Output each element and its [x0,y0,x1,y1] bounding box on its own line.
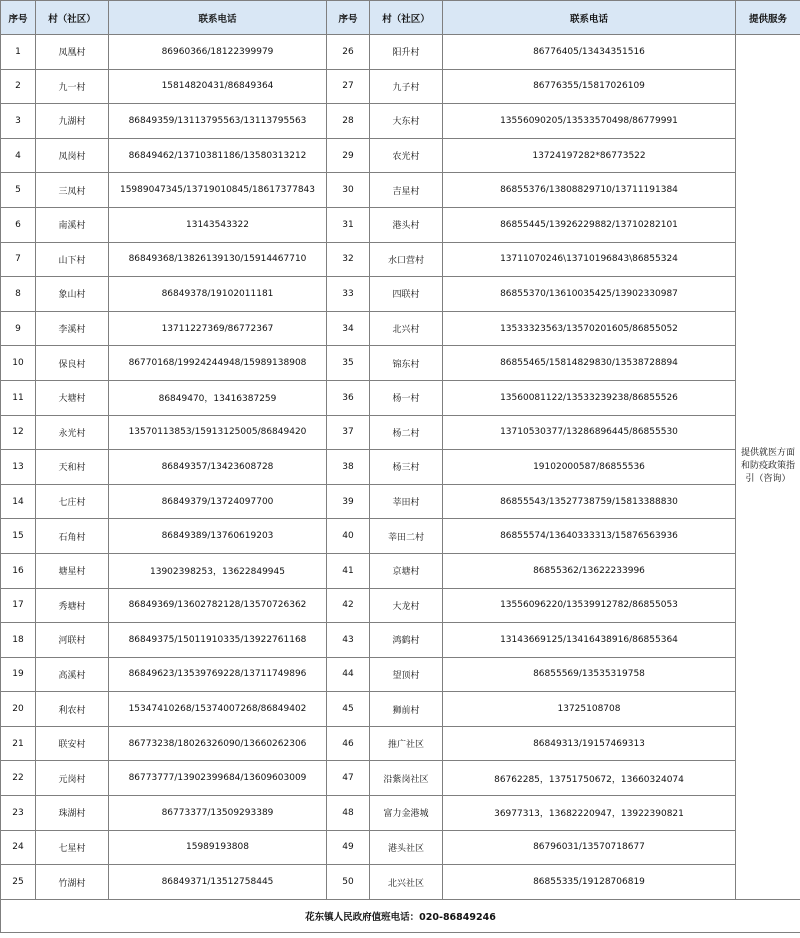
row-number: 13 [1,450,36,485]
row-number: 7 [1,242,36,277]
table-row [1,484,800,519]
table-row [1,104,800,139]
phone-numbers: 86849357/13423608728 [109,450,327,485]
village-name: 锦东村 [370,346,443,381]
village-name: 利农村 [36,692,109,727]
phone-numbers: 13556090205/13533570498/86779991 [443,104,736,139]
phone-numbers: 15347410268/15374007268/86849402 [109,692,327,727]
village-name: 吉星村 [370,173,443,208]
row-number: 9 [1,311,36,346]
row-number: 45 [327,692,370,727]
phone-numbers: 86849375/15011910335/13922761168 [109,623,327,658]
village-name: 狮前村 [370,692,443,727]
village-name: 保良村 [36,346,109,381]
village-name: 联安村 [36,726,109,761]
village-name: 七庄村 [36,484,109,519]
phone-numbers: 15989047345/13719010845/18617377843 [109,173,327,208]
village-name: 七星村 [36,830,109,865]
phone-numbers: 86849369/13602782128/13570726362 [109,588,327,623]
table-row [1,69,800,104]
village-name: 大东村 [370,104,443,139]
table-row [1,35,800,70]
row-number: 16 [1,553,36,588]
phone-numbers: 86849389/13760619203 [109,519,327,554]
phone-numbers: 13724197282*86773522 [443,138,736,173]
phone-numbers: 86773238/18026326090/13660262306 [109,726,327,761]
village-name: 杨三村 [370,450,443,485]
phone-numbers: 86855543/13527738759/15813388830 [443,484,736,519]
table-row [1,553,800,588]
row-number: 36 [327,380,370,415]
table-row [1,380,800,415]
row-number: 4 [1,138,36,173]
village-name: 北兴村 [370,311,443,346]
row-number: 42 [327,588,370,623]
village-name: 高溪村 [36,657,109,692]
row-number: 43 [327,623,370,658]
phone-numbers: 86849623/13539769228/13711749896 [109,657,327,692]
row-number: 28 [327,104,370,139]
phone-numbers: 86776405/13434351516 [443,35,736,70]
village-name: 四联村 [370,277,443,312]
village-name: 杨一村 [370,380,443,415]
phone-numbers: 86855335/19128706819 [443,865,736,900]
village-name: 秀塘村 [36,588,109,623]
village-name: 石角村 [36,519,109,554]
village-name: 天和村 [36,450,109,485]
phone-numbers: 86773777/13902399684/13609603009 [109,761,327,796]
village-name: 元岗村 [36,761,109,796]
row-number: 10 [1,346,36,381]
phone-numbers: 13533323563/13570201605/86855052 [443,311,736,346]
village-name: 九一村 [36,69,109,104]
phone-numbers: 86762285，13751750672，13660324074 [443,761,736,796]
village-name: 象山村 [36,277,109,312]
phone-numbers: 86855465/15814829830/13538728894 [443,346,736,381]
village-name: 凤岗村 [36,138,109,173]
header-village: 村（社区） [36,1,109,35]
table-row [1,173,800,208]
phone-numbers: 86855370/13610035425/13902330987 [443,277,736,312]
village-name: 河联村 [36,623,109,658]
row-number: 15 [1,519,36,554]
table-row [1,865,800,900]
row-number: 5 [1,173,36,208]
row-number: 11 [1,380,36,415]
phone-numbers: 86849379/13724097700 [109,484,327,519]
table-row [1,726,800,761]
village-name: 阳升村 [370,35,443,70]
row-number: 39 [327,484,370,519]
footer-row [1,899,800,932]
phone-numbers: 86849371/13512758445 [109,865,327,900]
village-name: 南溪村 [36,207,109,242]
phone-numbers: 13556096220/13539912782/86855053 [443,588,736,623]
phone-numbers: 15989193808 [109,830,327,865]
phone-numbers: 19102000587/86855536 [443,450,736,485]
phone-numbers: 86770168/19924244948/15989138908 [109,346,327,381]
row-number: 33 [327,277,370,312]
row-number: 27 [327,69,370,104]
phone-numbers: 86855445/13926229882/13710282101 [443,207,736,242]
row-number: 32 [327,242,370,277]
header-phone: 联系电话 [109,1,327,35]
row-number: 20 [1,692,36,727]
phone-numbers: 13143543322 [109,207,327,242]
table-row [1,138,800,173]
phone-numbers: 86855362/13622233996 [443,553,736,588]
table-row [1,830,800,865]
village-name: 农光村 [370,138,443,173]
table-row [1,692,800,727]
phone-numbers: 13570113853/15913125005/86849420 [109,415,327,450]
duty-phone: 花东镇人民政府值班电话：020-86849246 [1,899,800,932]
row-number: 22 [1,761,36,796]
village-name: 珠湖村 [36,796,109,831]
village-name: 大龙村 [370,588,443,623]
village-name: 李溪村 [36,311,109,346]
table-row [1,623,800,658]
row-number: 47 [327,761,370,796]
row-number: 40 [327,519,370,554]
row-number: 8 [1,277,36,312]
phone-numbers: 15814820431/86849364 [109,69,327,104]
row-number: 46 [327,726,370,761]
row-number: 41 [327,553,370,588]
table-body [1,35,800,900]
phone-numbers: 86855574/13640333313/15876563936 [443,519,736,554]
row-number: 29 [327,138,370,173]
phone-numbers: 36977313，13682220947，13922390821 [443,796,736,831]
table-row [1,519,800,554]
village-name: 九湖村 [36,104,109,139]
row-number: 31 [327,207,370,242]
row-number: 50 [327,865,370,900]
row-number: 48 [327,796,370,831]
village-name: 永光村 [36,415,109,450]
village-name: 竹湖村 [36,865,109,900]
phone-numbers: 86849470，13416387259 [109,380,327,415]
phone-numbers: 13711070246\13710196843\86855324 [443,242,736,277]
phone-numbers: 86855569/13535319758 [443,657,736,692]
row-number: 19 [1,657,36,692]
phone-numbers: 13725108708 [443,692,736,727]
phone-numbers: 86776355/15817026109 [443,69,736,104]
village-name: 大塘村 [36,380,109,415]
table-row [1,796,800,831]
village-name: 杨二村 [370,415,443,450]
phone-numbers: 86849359/13113795563/13113795563 [109,104,327,139]
row-number: 25 [1,865,36,900]
row-number: 38 [327,450,370,485]
table-row [1,761,800,796]
row-number: 2 [1,69,36,104]
row-number: 14 [1,484,36,519]
village-name: 港头社区 [370,830,443,865]
village-name: 凤凰村 [36,35,109,70]
row-number: 24 [1,830,36,865]
phone-numbers: 86849368/13826139130/15914467710 [109,242,327,277]
row-number: 34 [327,311,370,346]
phone-numbers: 13711227369/86772367 [109,311,327,346]
phone-numbers: 13902398253，13622849945 [109,553,327,588]
row-number: 21 [1,726,36,761]
row-number: 49 [327,830,370,865]
village-name: 水口营村 [370,242,443,277]
row-number: 30 [327,173,370,208]
village-name: 山下村 [36,242,109,277]
village-name: 塘星村 [36,553,109,588]
row-number: 26 [327,35,370,70]
header-phone: 联系电话 [443,1,736,35]
row-number: 1 [1,35,36,70]
village-name: 沿紫岗社区 [370,761,443,796]
row-number: 37 [327,415,370,450]
phone-numbers: 86849462/13710381186/13580313212 [109,138,327,173]
village-name: 京塘村 [370,553,443,588]
table-row [1,207,800,242]
header-no: 序号 [1,1,36,35]
village-name: 推广社区 [370,726,443,761]
row-number: 23 [1,796,36,831]
table-row [1,588,800,623]
village-name: 北兴社区 [370,865,443,900]
row-number: 18 [1,623,36,658]
village-name: 莘田二村 [370,519,443,554]
header-village: 村（社区） [370,1,443,35]
phone-numbers: 86849378/19102011181 [109,277,327,312]
village-name: 九子村 [370,69,443,104]
phone-numbers: 86960366/18122399979 [109,35,327,70]
service-description: 提供就医方面和防疫政策指引（咨询） [736,35,800,900]
table-row [1,242,800,277]
village-name: 三凤村 [36,173,109,208]
row-number: 35 [327,346,370,381]
village-name: 港头村 [370,207,443,242]
table-row [1,311,800,346]
row-number: 44 [327,657,370,692]
village-name: 富力金港城 [370,796,443,831]
table-row [1,657,800,692]
phone-numbers: 13710530377/13286896445/86855530 [443,415,736,450]
row-number: 3 [1,104,36,139]
village-name: 鸿鹤村 [370,623,443,658]
table-row [1,415,800,450]
table-row [1,450,800,485]
phone-numbers: 86796031/13570718677 [443,830,736,865]
header-service: 提供服务 [736,1,800,35]
phone-numbers: 13143669125/13416438916/86855364 [443,623,736,658]
phone-numbers: 13560081122/13533239238/86855526 [443,380,736,415]
row-number: 6 [1,207,36,242]
row-number: 17 [1,588,36,623]
table-row [1,346,800,381]
header-row [1,1,800,35]
row-number: 12 [1,415,36,450]
phone-numbers: 86849313/19157469313 [443,726,736,761]
phone-numbers: 86773377/13509293389 [109,796,327,831]
village-name: 莘田村 [370,484,443,519]
table-row [1,277,800,312]
header-no: 序号 [327,1,370,35]
phone-numbers: 86855376/13808829710/13711191384 [443,173,736,208]
village-name: 望顶村 [370,657,443,692]
